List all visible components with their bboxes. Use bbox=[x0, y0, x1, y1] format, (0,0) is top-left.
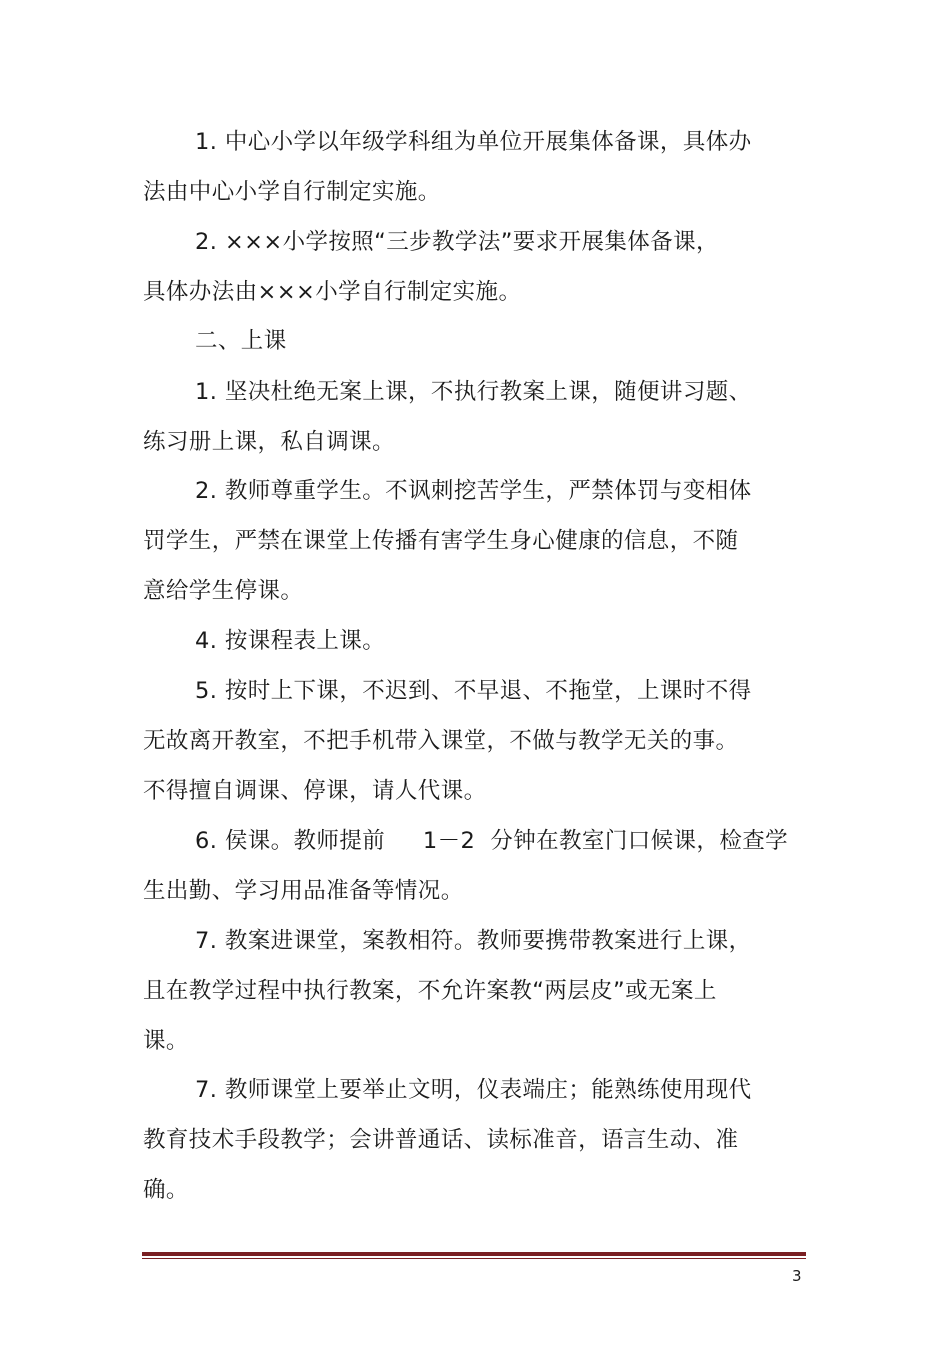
text-line: 意给学生停课。 bbox=[143, 578, 304, 604]
text-line: 7. 教案进课堂，案教相符。教师要携带教案进行上课， bbox=[195, 928, 752, 954]
text-line: 6. 侯课。教师提前 1－2 分钟在教室门口候课，检查学 bbox=[195, 828, 789, 854]
text-line: 4. 按课程表上课。 bbox=[195, 628, 386, 654]
page-number: 3 bbox=[792, 1267, 802, 1285]
text-line: 不得擅自调课、停课，请人代课。 bbox=[143, 778, 487, 804]
text-line: 具体办法由×××小学自行制定实施。 bbox=[143, 279, 522, 305]
text-line: 教育技术手段教学；会讲普通话、读标准音，语言生动、准 bbox=[143, 1127, 739, 1153]
text-line: 法由中心小学自行制定实施。 bbox=[143, 179, 441, 205]
text-line: 练习册上课，私自调课。 bbox=[143, 429, 395, 455]
text-line: 生出勤、学习用品准备等情况。 bbox=[143, 878, 464, 904]
text-line: 7. 教师课堂上要举止文明，仪表端庄；能熟练使用现代 bbox=[195, 1077, 752, 1103]
text-line: 2. 教师尊重学生。不讽刺挖苦学生，严禁体罚与变相体 bbox=[195, 478, 752, 504]
text-line: 确。 bbox=[143, 1177, 189, 1203]
text-line: 2. ×××小学按照“三步教学法”要求开展集体备课， bbox=[195, 229, 719, 255]
text-line: 无故离开教室，不把手机带入课堂，不做与教学无关的事。 bbox=[143, 728, 739, 754]
text-line: 1. 中心小学以年级学科组为单位开展集体备课，具体办 bbox=[195, 129, 752, 155]
text-line: 罚学生，严禁在课堂上传播有害学生身心健康的信息，不随 bbox=[143, 528, 739, 554]
section-heading: 二、上课 bbox=[195, 328, 287, 354]
footer-divider-thin bbox=[142, 1258, 806, 1259]
text-line: 5. 按时上下课，不迟到、不早退、不拖堂，上课时不得 bbox=[195, 678, 752, 704]
footer-divider bbox=[142, 1252, 806, 1256]
text-line: 课。 bbox=[143, 1028, 189, 1054]
text-line: 1. 坚决杜绝无案上课，不执行教案上课，随便讲习题、 bbox=[195, 379, 752, 405]
text-line: 且在教学过程中执行教案，不允许案教“两层皮”或无案上 bbox=[143, 978, 717, 1004]
